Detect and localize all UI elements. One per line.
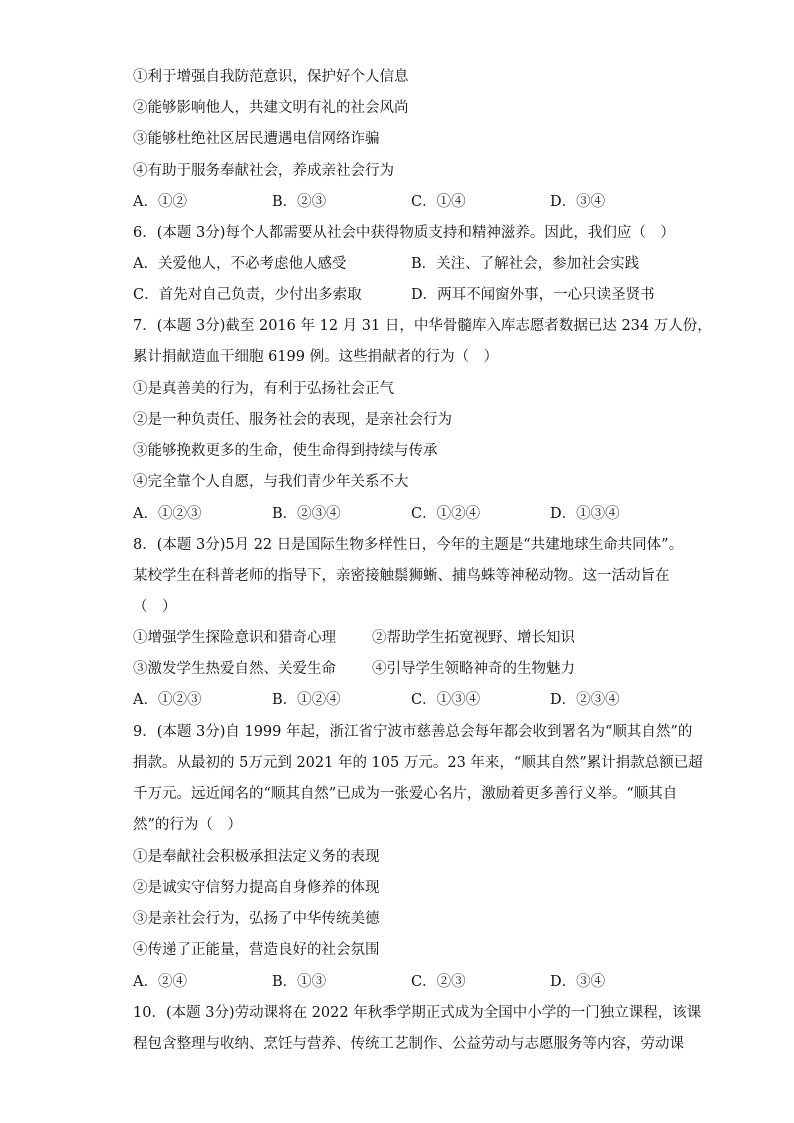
q9-stem-line-3: 千万元。远近闻名的“顺其自然”已成为一张爱心名片，激励着更多善行义举。“顺其自 [133,786,678,802]
q10-stem-line-2: 程包含整理与收纳、烹饪与营养、传统工艺制作、公益劳动与志愿服务等内容，劳动课 [133,1036,684,1052]
q6-option-a: A．关爱他人，不必考虑他人感受 [133,256,347,272]
q9-option-b: B．①③ [272,974,327,990]
q7-statement-2: ②是一种负责任、服务社会的表现，是亲社会行为 [133,412,452,428]
q8-statement-1: ①增强学生探险意识和猎奇心理 [133,630,336,646]
q8-statement-2: ②帮助学生拓宽视野、增长知识 [372,630,575,646]
q8-option-a: A．①②③ [133,692,202,708]
q7-statement-1: ①是真善美的行为，有利于弘扬社会正气 [133,381,394,397]
q5-statement-3: ③能够杜绝社区居民遭遇电信网络诈骗 [133,131,380,147]
q7-option-a: A．①②③ [133,506,202,522]
q8-statement-3: ③激发学生热爱自然、关爱生命 [133,661,336,677]
q9-statement-1: ①是奉献社会积极承担法定义务的表现 [133,849,380,865]
q7-option-d: D．①③④ [550,506,620,522]
q6-option-c: C．首先对自己负责，少付出多索取 [133,287,362,303]
q8-option-d: D．②③④ [550,692,620,708]
q5-statement-1: ①利于增强自我防范意识，保护好个人信息 [133,69,409,85]
q7-stem-line-1: 7．(本题 3分)截至 2016 年 12 月 31 日，中华骨髓库入库志愿者数据已达 234 万人份， [133,318,712,334]
q9-option-c: C．②③ [411,974,466,990]
q8-stem-line-2: 某校学生在科普老师的指导下，亲密接触鬃狮蜥、捕鸟蛛等神秘动物。这一活动旨在 [133,568,670,584]
q9-stem-line-2: 捐款。从最初的 5万元到 2021 年的 105 万元。23 年来，“顺其自然”累计捐款总额已超 [133,755,703,771]
q6-stem: 6．(本题 3分)每个人都需要从社会中获得物质支持和精神滋养。因此，我们应（ ） [133,225,675,241]
q7-statement-3: ③能够挽救更多的生命，使生命得到持续与传承 [133,443,438,459]
q9-option-d: D．③④ [550,974,606,990]
q5-option-b: B．②③ [272,194,327,210]
q5-statement-4: ④有助于服务奉献社会，养成亲社会行为 [133,163,394,179]
q9-statement-2: ②是诚实守信努力提高自身修养的体现 [133,880,380,896]
q9-statement-4: ④传递了正能量，营造良好的社会氛围 [133,942,380,958]
q9-statement-3: ③是亲社会行为，弘扬了中华传统美德 [133,911,380,927]
q9-stem-line-1: 9．(本题 3分)自 1999 年起，浙江省宁波市慈善总会每年都会收到署名为“顺其自然”的 [133,724,693,740]
q7-stem-line-2: 累计捐献造血干细胞 6199 例。这些捐献者的行为（ ） [133,349,499,365]
q5-option-d: D．③④ [550,194,606,210]
q7-option-b: B．②③④ [272,506,341,522]
q6-option-d: D．两耳不闻窗外事，一心只读圣贤书 [411,287,655,303]
q8-option-b: B．①②④ [272,692,341,708]
q9-stem-line-4: 然”的行为（ ） [133,817,242,833]
q10-stem-line-1: 10．(本题 3分)劳动课将在 2022 年秋季学期正式成为全国中小学的一门独立课程，该课 [133,1005,702,1021]
q5-statement-2: ②能够影响他人，共建文明有礼的社会风尚 [133,100,409,116]
q7-option-c: C．①②④ [411,506,481,522]
q8-stem-line-3: （ ） [133,599,177,615]
q9-option-a: A．②④ [133,974,187,990]
q7-statement-4: ④完全靠个人自愿，与我们青少年关系不大 [133,474,409,490]
q5-option-c: C．①④ [411,194,466,210]
q8-statement-4: ④引导学生领略神奇的生物魅力 [372,661,575,677]
q8-option-c: C．①③④ [411,692,481,708]
q8-stem-line-1: 8．(本题 3分)5月 22 日是国际生物多样性日，今年的主题是“共建地球生命共同体”。 [133,537,684,553]
q6-option-b: B．关注、了解社会，参加社会实践 [411,256,640,272]
q5-option-a: A．①② [133,194,187,210]
